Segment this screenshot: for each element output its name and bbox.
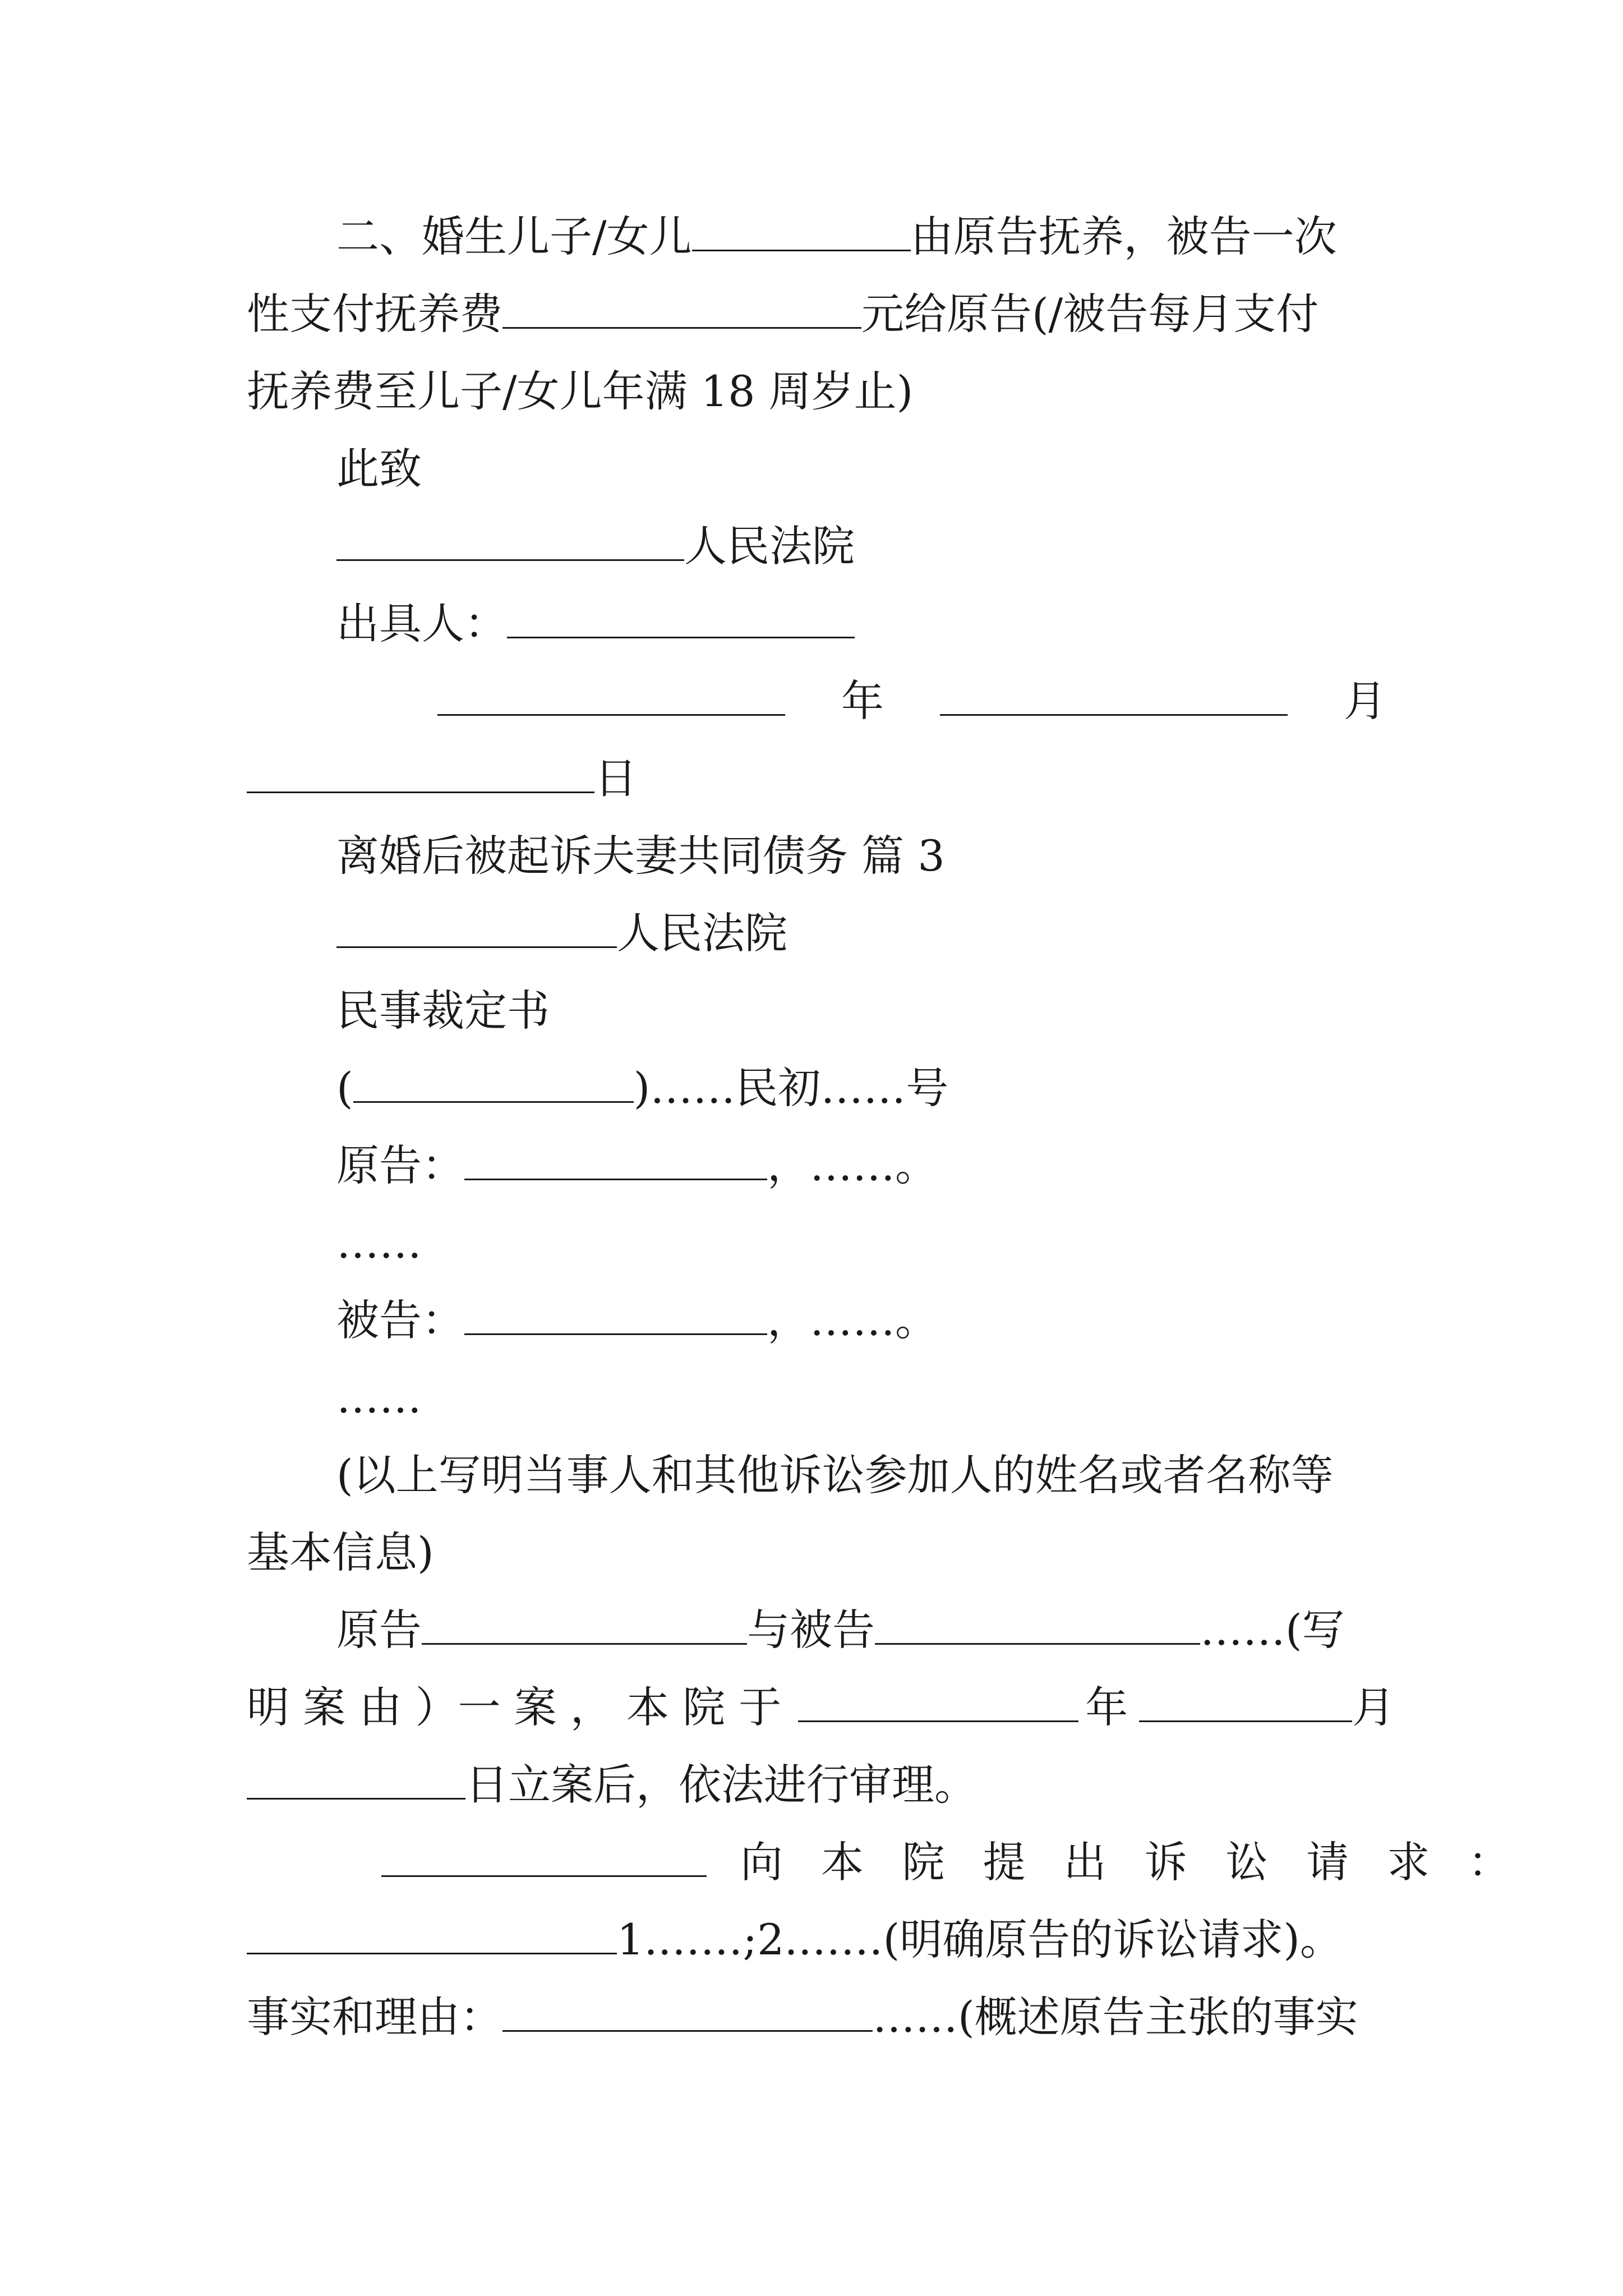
ellipsis-2: …… [336,1373,422,1423]
defendant-blank[interactable] [464,1296,767,1335]
note-line-2 [247,1525,434,1581]
claim-line-1 [381,1834,1523,1890]
filing-day-blank[interactable] [247,1761,465,1800]
case-number-line [336,1060,948,1116]
month-label: 月 [1344,676,1386,726]
salutation-text: 此致 [336,444,422,494]
case-open-paren: ( [336,1063,353,1113]
issuer-blank[interactable] [507,600,855,638]
section-title-text: 离婚后被起诉夫妻共同债务 篇 3 [336,831,945,881]
court-line-1 [336,518,855,574]
ellipsis-line-2 [336,1370,422,1426]
ruling-title-text: 民事裁定书 [336,986,550,1036]
custody-line-1 [336,209,1337,265]
defendant-rest: ，……。 [767,1295,938,1345]
case-desc-a: 原告 [336,1605,422,1655]
case-desc-e: 年 [1085,1682,1128,1732]
facts-label: 事实和理由： [247,1992,502,2042]
facts-line [247,1989,1358,2045]
custody-text-b: 由原告抚养，被告一次 [910,211,1337,261]
facts-blank[interactable] [502,1993,873,2032]
case-desc-g: 日立案后，依法进行审理。 [465,1760,977,1810]
defendant-label: 被告： [336,1295,464,1345]
case-number-rest: )……民初……号 [633,1063,949,1113]
claimant-blank[interactable] [381,1838,707,1877]
salutation [336,441,422,497]
case-desc-c: ……(写 [1200,1605,1345,1655]
court-suffix: 人民法院 [684,521,855,571]
note-line-1 [336,1447,1334,1503]
issuer-line [336,596,855,652]
day-label: 日 [594,753,637,803]
day-line [247,751,637,807]
claim-line-2 [247,1912,1343,1968]
filing-month-blank[interactable] [1139,1683,1352,1722]
ruling-title [336,983,550,1039]
defendant-line [336,1292,938,1349]
custody-text-d: 元给原告(/被告每月支付 [861,289,1319,339]
custody-line-2 [247,286,1318,342]
court2-name-blank[interactable] [336,909,617,948]
issuer-label: 出具人： [336,599,507,648]
year-blank[interactable] [437,677,785,716]
plaintiff-line [336,1138,938,1194]
month-blank[interactable] [940,677,1288,716]
ellipsis-line-1 [336,1215,422,1271]
claim-blank[interactable] [247,1916,617,1954]
case-plaintiff-blank[interactable] [422,1606,747,1645]
case-desc-line-2 [247,1680,1395,1736]
note-text-1: (以上写明当事人和其他诉讼参加人的姓名或者名称等 [336,1450,1334,1500]
case-desc-f: 月 [1352,1682,1395,1732]
support-amount-blank[interactable] [502,290,861,329]
ellipsis-1: …… [336,1218,422,1268]
case-desc-d: 明 案 由 ）一 案 ， 本 院 于 [247,1682,782,1732]
claim-text-b: 1.……;2.……(明确原告的诉讼请求)。 [617,1915,1343,1964]
plaintiff-label: 原告： [336,1140,464,1190]
child-name-blank[interactable] [692,213,911,251]
plaintiff-rest: ，……。 [767,1140,938,1190]
day-blank[interactable] [247,754,594,793]
filing-year-blank[interactable] [798,1683,1078,1722]
date-line [437,673,1386,729]
custody-text-e: 抚养费至儿子/女儿年满 18 周岁止) [247,366,914,416]
year-label: 年 [841,676,884,726]
section-title [336,828,945,884]
custody-text-c: 性支付抚养费 [247,289,502,339]
facts-rest: ……(概述原告主张的事实 [873,1992,1358,2042]
custody-text-a: 二、婚生儿子/女儿 [336,211,692,261]
note-text-2: 基本信息) [247,1527,434,1577]
court2-suffix: 人民法院 [617,908,787,958]
plaintiff-blank[interactable] [464,1142,767,1180]
case-defendant-blank[interactable] [875,1606,1200,1645]
claim-text-a: 向 本 院 提 出 诉 讼 请 求 ： [740,1837,1523,1887]
case-year-blank[interactable] [353,1064,634,1103]
case-desc-b: 与被告 [747,1605,875,1655]
court-name-blank[interactable] [336,522,684,561]
custody-line-3 [247,364,913,420]
case-desc-line-1 [336,1602,1345,1658]
court-line-2 [336,905,787,961]
case-desc-line-3 [247,1757,977,1813]
